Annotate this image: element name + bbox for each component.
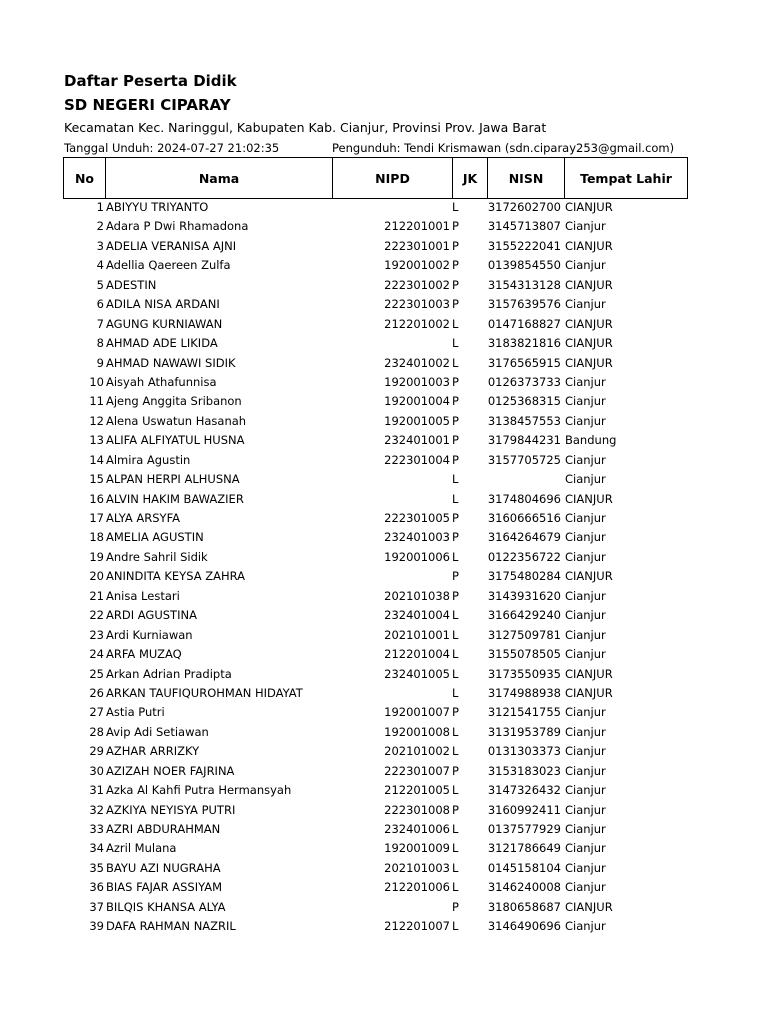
table-row bbox=[63, 549, 688, 568]
cell-nipd: 222301003 bbox=[384, 297, 450, 312]
cell-nipd: 202101003 bbox=[384, 860, 450, 875]
cell-nisn: 3121786649 bbox=[487, 841, 561, 856]
cell-nisn: 3173550935 bbox=[487, 666, 561, 681]
cell-nisn: 3145713807 bbox=[487, 219, 561, 234]
cell-jk: P bbox=[452, 277, 459, 292]
cell-jk: P bbox=[452, 899, 459, 914]
cell-nisn: 0131303373 bbox=[487, 744, 561, 759]
cell-nipd: 222301004 bbox=[384, 452, 450, 467]
cell-nama: AHMAD ADE LIKIDA bbox=[106, 336, 218, 351]
cell-nama: Adellia Qaereen Zulfa bbox=[106, 258, 231, 273]
cell-tempat-lahir: Cianjur bbox=[565, 258, 606, 273]
cell-nisn: 0145158104 bbox=[487, 860, 561, 875]
cell-nipd: 222301007 bbox=[384, 763, 450, 778]
cell-no: 23 bbox=[89, 627, 104, 642]
cell-nisn: 3131953789 bbox=[487, 724, 561, 739]
cell-no: 24 bbox=[89, 647, 104, 662]
table-row bbox=[63, 743, 688, 762]
cell-jk: P bbox=[452, 588, 459, 603]
cell-nipd: 232401006 bbox=[384, 822, 450, 836]
cell-nama: Anisa Lestari bbox=[106, 588, 180, 603]
table-body bbox=[63, 199, 688, 938]
cell-nisn: 3183821816 bbox=[487, 336, 561, 351]
cell-nama: ARDI AGUSTINA bbox=[106, 608, 197, 623]
cell-tempat-lahir: Cianjur bbox=[565, 822, 606, 836]
cell-tempat-lahir: CIANJUR bbox=[565, 685, 613, 700]
cell-no: 26 bbox=[89, 685, 104, 700]
cell-nipd: 212201002 bbox=[384, 316, 450, 331]
cell-no: 7 bbox=[96, 316, 104, 331]
cell-nipd: 232401002 bbox=[384, 355, 450, 370]
cell-jk: P bbox=[452, 763, 459, 778]
cell-jk: L bbox=[452, 841, 459, 856]
cell-nisn: 3157705725 bbox=[487, 452, 561, 467]
cell-tempat-lahir: CIANJUR bbox=[565, 277, 613, 292]
cell-nama: ADELIA VERANISA AJNI bbox=[106, 238, 237, 253]
cell-nama: Arkan Adrian Pradipta bbox=[106, 666, 232, 681]
cell-nama: BILQIS KHANSA ALYA bbox=[106, 899, 226, 914]
cell-jk: P bbox=[452, 413, 459, 428]
cell-tempat-lahir: Cianjur bbox=[565, 511, 606, 525]
cell-nisn: 3160992411 bbox=[487, 802, 561, 817]
table-row bbox=[63, 510, 688, 529]
table-row bbox=[63, 355, 688, 374]
cell-nama: AMELIA AGUSTIN bbox=[106, 530, 204, 545]
table-row bbox=[63, 860, 688, 879]
cell-nisn: 3160666516 bbox=[487, 511, 561, 525]
table-row bbox=[63, 413, 688, 432]
cell-nipd: 212201001 bbox=[384, 219, 450, 234]
cell-tempat-lahir: Bandung bbox=[565, 433, 617, 448]
cell-no: 27 bbox=[89, 705, 104, 720]
cell-tempat-lahir: Cianjur bbox=[565, 724, 606, 739]
table-row bbox=[63, 607, 688, 626]
cell-jk: P bbox=[452, 374, 459, 389]
cell-tempat-lahir: CIANJUR bbox=[565, 316, 613, 331]
cell-nisn: 3153183023 bbox=[487, 763, 561, 778]
header-tempat-lahir: Tempat Lahir bbox=[580, 170, 672, 186]
cell-no: 4 bbox=[96, 258, 104, 273]
cell-nipd: 222301005 bbox=[384, 511, 450, 525]
cell-nama: Astia Putri bbox=[106, 705, 165, 720]
cell-no: 32 bbox=[89, 802, 104, 817]
cell-no: 12 bbox=[89, 413, 104, 428]
cell-jk: P bbox=[452, 452, 459, 467]
cell-tempat-lahir: Cianjur bbox=[565, 394, 606, 409]
cell-nisn: 3157639576 bbox=[487, 297, 561, 312]
table-row bbox=[63, 685, 688, 704]
cell-nipd: 222301002 bbox=[384, 277, 450, 292]
header-nipd: NIPD bbox=[333, 158, 453, 198]
cell-nisn: 3146490696 bbox=[487, 919, 561, 934]
cell-jk: L bbox=[452, 608, 459, 623]
cell-no: 22 bbox=[89, 608, 104, 623]
cell-jk: L bbox=[452, 491, 459, 506]
cell-jk: L bbox=[452, 724, 459, 739]
cell-nisn: 3154313128 bbox=[487, 277, 561, 292]
table-row bbox=[63, 666, 688, 685]
cell-nama: ADESTIN bbox=[106, 277, 157, 292]
cell-nisn: 3164264679 bbox=[487, 530, 561, 545]
table-row bbox=[63, 724, 688, 743]
cell-nama: ARKAN TAUFIQUROHMAN HIDAYAT bbox=[106, 685, 303, 700]
cell-no: 34 bbox=[89, 841, 104, 856]
header-no: No bbox=[64, 158, 106, 198]
table-row bbox=[63, 335, 688, 354]
table-row bbox=[63, 452, 688, 471]
cell-no: 9 bbox=[96, 355, 104, 370]
cell-nipd: 192001005 bbox=[384, 413, 450, 428]
cell-nama: ALIFA ALFIYATUL HUSNA bbox=[106, 433, 245, 448]
header-jk: JK bbox=[453, 158, 488, 198]
header-nisn: NISN bbox=[488, 158, 565, 198]
cell-jk: L bbox=[452, 880, 459, 895]
cell-jk: L bbox=[452, 627, 459, 642]
cell-jk: L bbox=[452, 860, 459, 875]
cell-nipd: 192001003 bbox=[384, 374, 450, 389]
cell-no: 21 bbox=[89, 588, 104, 603]
cell-no: 29 bbox=[89, 744, 104, 759]
table-row bbox=[63, 432, 688, 451]
cell-tempat-lahir: Cianjur bbox=[565, 374, 606, 389]
cell-jk: L bbox=[452, 549, 459, 564]
table-row bbox=[63, 588, 688, 607]
cell-nipd: 212201004 bbox=[384, 647, 450, 662]
cell-nipd: 212201005 bbox=[384, 783, 450, 798]
cell-no: 1 bbox=[96, 200, 104, 214]
cell-no: 37 bbox=[89, 899, 104, 914]
cell-nama: Alena Uswatun Hasanah bbox=[106, 413, 247, 428]
cell-nipd: 232401005 bbox=[384, 666, 450, 681]
cell-nama: ALVIN HAKIM BAWAZIER bbox=[106, 491, 244, 506]
cell-nama: AZKIYA NEYISYA PUTRI bbox=[106, 802, 236, 817]
cell-nisn: 0147168827 bbox=[487, 316, 561, 331]
cell-tempat-lahir: Cianjur bbox=[565, 802, 606, 817]
table-row bbox=[63, 491, 688, 510]
cell-nisn: 0125368315 bbox=[487, 394, 561, 409]
cell-nisn: 3174804696 bbox=[487, 491, 561, 506]
cell-jk: L bbox=[452, 744, 459, 759]
cell-jk: L bbox=[452, 685, 459, 700]
cell-no: 11 bbox=[89, 394, 104, 409]
cell-nisn: 3174988938 bbox=[487, 685, 561, 700]
cell-tempat-lahir: Cianjur bbox=[565, 919, 606, 934]
cell-tempat-lahir: Cianjur bbox=[565, 530, 606, 545]
cell-tempat-lahir: Cianjur bbox=[565, 841, 606, 856]
table-row bbox=[63, 257, 688, 276]
school-name: SD NEGERI CIPARAY bbox=[64, 96, 231, 114]
cell-nama: DAFA RAHMAN NAZRIL bbox=[106, 919, 236, 934]
table-row bbox=[63, 763, 688, 782]
cell-nisn: 3172602700 bbox=[487, 200, 561, 214]
cell-nisn: 3146240008 bbox=[487, 880, 561, 895]
cell-nama: Andre Sahril Sidik bbox=[106, 549, 208, 564]
cell-nisn: 0126373733 bbox=[487, 374, 561, 389]
cell-nipd: 212201007 bbox=[384, 919, 450, 934]
cell-nama: Azril Mulana bbox=[106, 841, 177, 856]
cell-nipd: 202101001 bbox=[384, 627, 450, 642]
table-row bbox=[63, 238, 688, 257]
cell-jk: L bbox=[452, 472, 459, 487]
cell-nisn: 0137577929 bbox=[487, 822, 561, 836]
cell-jk: P bbox=[452, 433, 459, 448]
table-row bbox=[63, 471, 688, 490]
cell-tempat-lahir: Cianjur bbox=[565, 763, 606, 778]
cell-nama: BIAS FAJAR ASSIYAM bbox=[106, 880, 223, 895]
table-row bbox=[63, 316, 688, 335]
cell-nama: AZHAR ARRIZKY bbox=[106, 744, 200, 759]
cell-no: 16 bbox=[89, 491, 104, 506]
cell-jk: P bbox=[452, 297, 459, 312]
cell-tempat-lahir: Cianjur bbox=[565, 472, 606, 487]
cell-nipd: 192001009 bbox=[384, 841, 450, 856]
cell-no: 20 bbox=[89, 569, 104, 584]
cell-nama: Aisyah Athafunnisa bbox=[106, 374, 217, 389]
cell-nama: AZRI ABDURAHMAN bbox=[106, 822, 221, 836]
cell-jk: P bbox=[452, 394, 459, 409]
cell-no: 18 bbox=[89, 530, 104, 545]
cell-tempat-lahir: Cianjur bbox=[565, 549, 606, 564]
cell-nama: AGUNG KURNIAWAN bbox=[106, 316, 223, 331]
table-row bbox=[63, 646, 688, 665]
cell-no: 31 bbox=[89, 783, 104, 798]
cell-no: 14 bbox=[89, 452, 104, 467]
header-nama: Nama bbox=[106, 158, 333, 198]
cell-nipd: 232401004 bbox=[384, 608, 450, 623]
table-row bbox=[63, 899, 688, 918]
table-row bbox=[63, 840, 688, 859]
cell-no: 3 bbox=[96, 238, 104, 253]
cell-tempat-lahir: Cianjur bbox=[565, 783, 606, 798]
cell-tempat-lahir: Cianjur bbox=[565, 705, 606, 720]
table-row bbox=[63, 199, 688, 218]
table-row bbox=[63, 277, 688, 296]
cell-nisn: 0122356722 bbox=[487, 549, 561, 564]
cell-tempat-lahir: CIANJUR bbox=[565, 899, 613, 914]
cell-nipd: 222301008 bbox=[384, 802, 450, 817]
cell-nisn: 0139854550 bbox=[487, 258, 561, 273]
cell-jk: P bbox=[452, 511, 459, 525]
cell-tempat-lahir: Cianjur bbox=[565, 588, 606, 603]
cell-no: 5 bbox=[96, 277, 104, 292]
cell-jk: L bbox=[452, 355, 459, 370]
table-row bbox=[63, 393, 688, 412]
cell-no: 25 bbox=[89, 666, 104, 681]
cell-jk: P bbox=[452, 705, 459, 720]
cell-nisn: 3121541755 bbox=[487, 705, 561, 720]
cell-nisn: 3180658687 bbox=[487, 899, 561, 914]
cell-nipd: 192001008 bbox=[384, 724, 450, 739]
cell-nisn: 3143931620 bbox=[487, 588, 561, 603]
cell-nisn: 3175480284 bbox=[487, 569, 561, 584]
downloader-info: Pengunduh: Tendi Krismawan (sdn.ciparay253@gmail.com) bbox=[332, 141, 675, 155]
cell-nisn: 3155222041 bbox=[487, 238, 561, 253]
cell-tempat-lahir: CIANJUR bbox=[565, 491, 613, 506]
table-row bbox=[63, 218, 688, 237]
cell-nama: ARFA MUZAQ bbox=[106, 647, 182, 662]
table-row bbox=[63, 704, 688, 723]
cell-nipd: 192001007 bbox=[384, 705, 450, 720]
cell-jk: L bbox=[452, 666, 459, 681]
cell-nisn: 3166429240 bbox=[487, 608, 561, 623]
download-date: Tanggal Unduh: 2024-07-27 21:02:35 bbox=[64, 141, 280, 155]
cell-no: 30 bbox=[89, 763, 104, 778]
cell-nama: AZIZAH NOER FAJRINA bbox=[106, 763, 235, 778]
cell-jk: L bbox=[452, 200, 459, 214]
cell-nisn: 3179844231 bbox=[487, 433, 561, 448]
cell-no: 28 bbox=[89, 724, 104, 739]
cell-nipd: 202101038 bbox=[384, 588, 450, 603]
cell-no: 8 bbox=[96, 336, 104, 351]
cell-nama: Avip Adi Setiawan bbox=[106, 724, 209, 739]
cell-jk: P bbox=[452, 238, 459, 253]
cell-tempat-lahir: CIANJUR bbox=[565, 666, 613, 681]
cell-nisn: 3155078505 bbox=[487, 647, 561, 662]
cell-nisn: 3127509781 bbox=[487, 627, 561, 642]
cell-nama: Azka Al Kahfi Putra Hermansyah bbox=[106, 783, 292, 798]
table-row bbox=[63, 918, 688, 937]
cell-no: 39 bbox=[89, 919, 104, 934]
cell-nisn: 3176565915 bbox=[487, 355, 561, 370]
cell-nipd: 192001004 bbox=[384, 394, 450, 409]
cell-tempat-lahir: Cianjur bbox=[565, 647, 606, 662]
cell-tempat-lahir: CIANJUR bbox=[565, 336, 613, 351]
cell-tempat-lahir: Cianjur bbox=[565, 219, 606, 234]
cell-nipd: 192001002 bbox=[384, 258, 450, 273]
cell-nama: ANINDITA KEYSA ZAHRA bbox=[106, 569, 246, 584]
cell-tempat-lahir: CIANJUR bbox=[565, 200, 613, 214]
cell-tempat-lahir: CIANJUR bbox=[565, 569, 613, 584]
cell-jk: P bbox=[452, 802, 459, 817]
table-row bbox=[63, 568, 688, 587]
cell-nama: ABIYYU TRIYANTO bbox=[106, 200, 209, 214]
cell-jk: P bbox=[452, 569, 459, 584]
cell-nama: BAYU AZI NUGRAHA bbox=[106, 860, 221, 875]
cell-tempat-lahir: CIANJUR bbox=[565, 355, 613, 370]
table-row bbox=[63, 529, 688, 548]
cell-jk: L bbox=[452, 919, 459, 934]
cell-nama: AHMAD NAWAWI SIDIK bbox=[106, 355, 236, 370]
cell-tempat-lahir: Cianjur bbox=[565, 860, 606, 875]
cell-nama: Ajeng Anggita Sribanon bbox=[106, 394, 242, 409]
cell-jk: L bbox=[452, 316, 459, 331]
table-row bbox=[63, 782, 688, 801]
cell-no: 15 bbox=[89, 472, 104, 487]
cell-nisn: 3138457553 bbox=[487, 413, 561, 428]
cell-no: 33 bbox=[89, 822, 104, 836]
cell-jk: P bbox=[452, 219, 459, 234]
cell-no: 2 bbox=[96, 219, 104, 234]
table-row bbox=[63, 374, 688, 393]
cell-nama: ALYA ARSYFA bbox=[106, 511, 181, 525]
cell-tempat-lahir: Cianjur bbox=[565, 880, 606, 895]
location-line: Kecamatan Kec. Naringgul, Kabupaten Kab. Cianjur, Provinsi Prov. Jawa Barat bbox=[64, 120, 547, 135]
table-row bbox=[63, 627, 688, 646]
cell-jk: P bbox=[452, 258, 459, 273]
cell-jk: L bbox=[452, 336, 459, 351]
cell-tempat-lahir: Cianjur bbox=[565, 452, 606, 467]
table-row bbox=[63, 802, 688, 821]
cell-tempat-lahir: Cianjur bbox=[565, 297, 606, 312]
cell-nama: ALPAN HERPI ALHUSNA bbox=[106, 472, 240, 487]
cell-tempat-lahir: Cianjur bbox=[565, 744, 606, 759]
cell-jk: L bbox=[452, 647, 459, 662]
cell-no: 19 bbox=[89, 549, 104, 564]
cell-nama: Almira Agustin bbox=[106, 452, 191, 467]
cell-tempat-lahir: Cianjur bbox=[565, 608, 606, 623]
cell-nipd: 212201006 bbox=[384, 880, 450, 895]
cell-nama: ADILA NISA ARDANI bbox=[106, 297, 220, 312]
table-row bbox=[63, 821, 688, 840]
table-header bbox=[63, 157, 688, 199]
cell-nama: Adara P Dwi Rhamadona bbox=[106, 219, 249, 234]
cell-nipd: 232401003 bbox=[384, 530, 450, 545]
cell-nisn: 3147326432 bbox=[487, 783, 561, 798]
cell-tempat-lahir: Cianjur bbox=[565, 627, 606, 642]
document-title: Daftar Peserta Didik bbox=[64, 72, 237, 90]
cell-nipd: 222301001 bbox=[384, 238, 450, 253]
cell-jk: L bbox=[452, 822, 459, 836]
cell-no: 10 bbox=[89, 374, 104, 389]
cell-no: 13 bbox=[89, 433, 104, 448]
table-row bbox=[63, 296, 688, 315]
cell-no: 36 bbox=[89, 880, 104, 895]
cell-nama: Ardi Kurniawan bbox=[106, 627, 193, 642]
cell-no: 6 bbox=[96, 297, 104, 312]
cell-nipd: 192001006 bbox=[384, 549, 450, 564]
cell-no: 17 bbox=[89, 511, 104, 525]
cell-nipd: 202101002 bbox=[384, 744, 450, 759]
table-row bbox=[63, 879, 688, 898]
cell-tempat-lahir: CIANJUR bbox=[565, 238, 613, 253]
cell-jk: P bbox=[452, 530, 459, 545]
cell-tempat-lahir: Cianjur bbox=[565, 413, 606, 428]
cell-jk: L bbox=[452, 783, 459, 798]
cell-no: 35 bbox=[89, 860, 104, 875]
cell-nipd: 232401001 bbox=[384, 433, 450, 448]
